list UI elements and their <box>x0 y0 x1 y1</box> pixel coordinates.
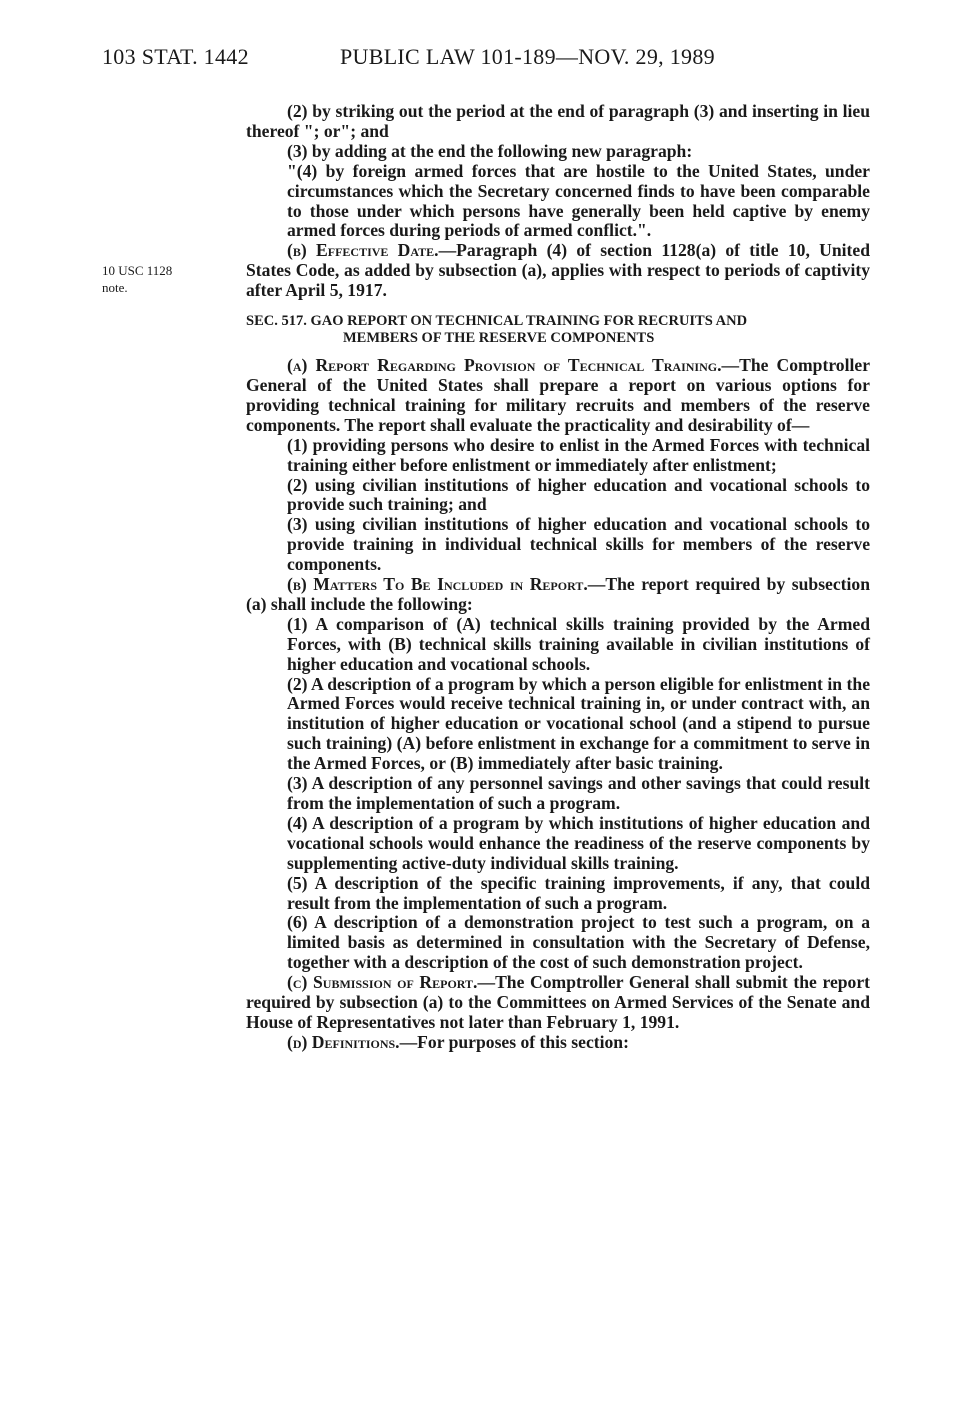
subsection-text: —The Comptroller General shall submit the report required by subsection (a) to the Committees on Armed Services of the Senate and House of Representatives not later than February 1, 1991. <box>246 972 871 1032</box>
body-text <box>246 102 870 1053</box>
subsection-b-item-6: (6) A description of a demonstration project to test such a program, on a limited basis as determined in consultation with the Secretary of Defense, together with a description of the cost of such demonstration project. <box>287 912 870 973</box>
quoted-new-paragraph: "(4) by foreign armed forces that are hostile to the United States, under circumstances which the Secretary concerned finds to have been comparable to those under which persons have generally been held captive by enemy armed forces during periods of armed conflict.". <box>287 160 870 241</box>
subsection-text: —Paragraph (4) of section 1128(a) of title 10, United States Code, as added by subsection (a), applies with respect to periods of captivity after April 5, 1917. <box>246 240 870 301</box>
margin-note-label: note. <box>102 280 128 295</box>
section-heading-line-2: MEMBERS OF THE RESERVE COMPONENTS <box>343 330 655 347</box>
subsection-b-item-5: (5) A description of the specific training improvements, if any, that could result from the implementation of such a program. <box>287 872 870 913</box>
section-heading-line-1: SEC. 517. GAO REPORT ON TECHNICAL TRAINING FOR RECRUITS AND <box>246 313 748 330</box>
subsection-a-item-2: (2) using civilian institutions of higher education and vocational schools to provide such training; and <box>287 474 870 515</box>
subsection-b-item-4: (4) A description of a program by which institutions of higher education and vocational schools would enhance the readiness of the reserve components by supplementing active-duty individual skills training. <box>287 812 870 873</box>
amendment-paragraph-2: (2) by striking out the period at the end of paragraph (3) and inserting in lieu thereof "; or"; and <box>246 101 870 141</box>
public-law-header: PUBLIC LAW 101-189—NOV. 29, 1989 <box>340 44 715 69</box>
subsection-text: —The report required by subsection (a) shall include the following: <box>246 574 870 614</box>
subsection-c <box>246 973 870 1033</box>
subsection-b-item-1: (1) A comparison of (A) technical skills training provided by the Armed Forces, with (B) technical skills training available in civilian institutions of higher education and vocational schools. <box>287 613 870 674</box>
subsection-heading: (d) Definitions. <box>287 1031 400 1052</box>
subsection-heading: (b) Matters To Be Included in Report. <box>287 574 588 595</box>
section-heading <box>246 313 870 347</box>
subsection-heading: (c) Submission of Report. <box>287 972 478 993</box>
subsection-text: —The Comptroller General of the United States shall prepare a report on various options for providing technical training for military recruits and members of the reserve components. The report shall evaluate the practicality and desirability of— <box>246 355 870 435</box>
subsection-a-item-3: (3) using civilian institutions of higher education and vocational schools to provide training in individual technical skills for members of the reserve components. <box>287 514 870 575</box>
margin-note <box>102 262 222 296</box>
subsection-b-item-3: (3) A description of any personnel savings and other savings that could result from the implementation of such a program. <box>287 773 870 813</box>
statute-page-number: 103 STAT. 1442 <box>102 44 249 69</box>
amendment-paragraph-3: (3) by adding at the end the following new paragraph: <box>287 140 693 161</box>
subsection-a-item-1: (1) providing persons who desire to enlist in the Armed Forces with technical training either before enlistment or immediately after enlistment; <box>287 434 870 475</box>
subsection-b-item-2: (2) A description of a program by which a person eligible for enlistment in the Armed Forces would receive technical training in, or under contract with, an institution of higher education or vocational school (and a stipend to pursue such training) (A) before enlistment in exchange for a commitment to serve in the Armed Forces, or (B) immediately after basic training. <box>287 673 870 774</box>
subsection-heading: (a) Report Regarding Provision of Technical Training. <box>287 355 722 376</box>
subsection-b-effective-date <box>246 241 870 301</box>
subsection-d <box>246 1033 870 1053</box>
subsection-heading: (b) Effective Date. <box>287 240 439 261</box>
subsection-a <box>246 356 870 436</box>
subsection-b-matters <box>246 575 870 615</box>
margin-note-citation: 10 USC 1128 <box>102 263 173 278</box>
subsection-text: —For purposes of this section: <box>399 1031 629 1052</box>
